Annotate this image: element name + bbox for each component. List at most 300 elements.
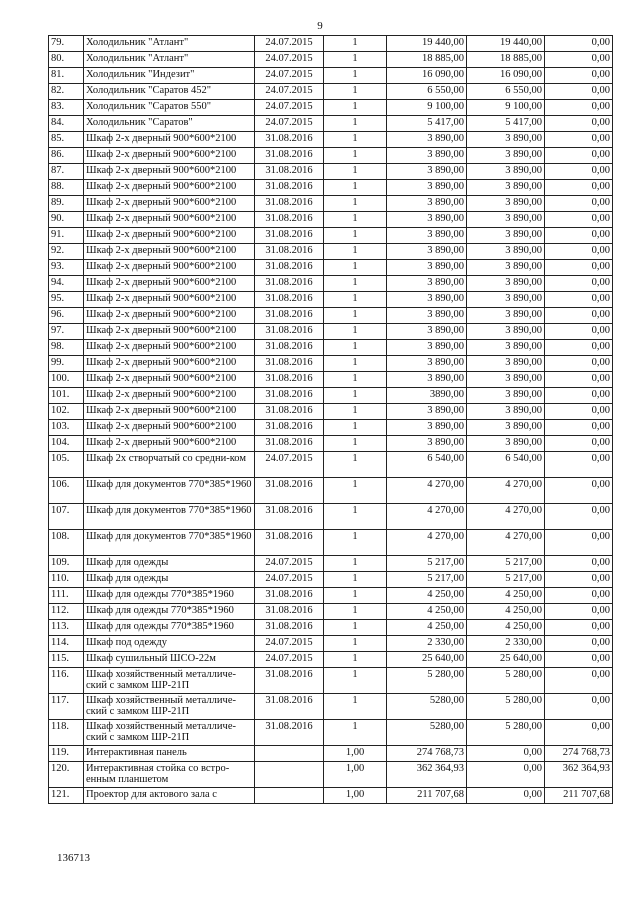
quantity-cell: 1 bbox=[324, 116, 387, 132]
depreciation-cell: 5 280,00 bbox=[467, 720, 545, 746]
quantity-cell: 1 bbox=[324, 652, 387, 668]
table-row bbox=[49, 572, 613, 588]
book-value-cell: 5 217,00 bbox=[387, 556, 467, 572]
date-cell: 24.07.2015 bbox=[255, 100, 324, 116]
date-cell: 31.08.2016 bbox=[255, 292, 324, 308]
residual-value-cell: 0,00 bbox=[545, 212, 613, 228]
row-number-cell: 102. bbox=[49, 404, 84, 420]
quantity-cell: 1 bbox=[324, 196, 387, 212]
book-value-cell: 3 890,00 bbox=[387, 132, 467, 148]
residual-value-cell: 0,00 bbox=[545, 180, 613, 196]
table-row bbox=[49, 148, 613, 164]
table-row bbox=[49, 556, 613, 572]
date-cell: 24.07.2015 bbox=[255, 572, 324, 588]
table-row bbox=[49, 340, 613, 356]
table-row bbox=[49, 132, 613, 148]
depreciation-cell: 3 890,00 bbox=[467, 276, 545, 292]
table-row bbox=[49, 720, 613, 746]
depreciation-cell: 3 890,00 bbox=[467, 212, 545, 228]
row-number-cell: 95. bbox=[49, 292, 84, 308]
quantity-cell: 1 bbox=[324, 340, 387, 356]
row-number-cell: 96. bbox=[49, 308, 84, 324]
book-value-cell: 25 640,00 bbox=[387, 652, 467, 668]
item-name-cell: Шкаф для одежды bbox=[84, 556, 255, 572]
residual-value-cell: 0,00 bbox=[545, 116, 613, 132]
book-value-cell: 3 890,00 bbox=[387, 260, 467, 276]
quantity-cell: 1 bbox=[324, 100, 387, 116]
quantity-cell: 1 bbox=[324, 324, 387, 340]
quantity-cell: 1 bbox=[324, 636, 387, 652]
residual-value-cell: 0,00 bbox=[545, 340, 613, 356]
table-row bbox=[49, 292, 613, 308]
depreciation-cell: 0,00 bbox=[467, 762, 545, 788]
book-value-cell: 3 890,00 bbox=[387, 244, 467, 260]
residual-value-cell: 0,00 bbox=[545, 36, 613, 52]
item-name-cell: Шкаф 2-х дверный 900*600*2100 bbox=[84, 212, 255, 228]
item-name-cell: Проектор для актового зала с bbox=[84, 788, 255, 804]
item-name-cell: Шкаф 2-х дверный 900*600*2100 bbox=[84, 164, 255, 180]
quantity-cell: 1,00 bbox=[324, 788, 387, 804]
book-value-cell: 5 217,00 bbox=[387, 572, 467, 588]
quantity-cell: 1 bbox=[324, 668, 387, 694]
row-number-cell: 112. bbox=[49, 604, 84, 620]
book-value-cell: 274 768,73 bbox=[387, 746, 467, 762]
table-row bbox=[49, 404, 613, 420]
quantity-cell: 1 bbox=[324, 388, 387, 404]
book-value-cell: 3 890,00 bbox=[387, 420, 467, 436]
row-number-cell: 80. bbox=[49, 52, 84, 68]
date-cell: 31.08.2016 bbox=[255, 260, 324, 276]
residual-value-cell: 0,00 bbox=[545, 652, 613, 668]
table-row bbox=[49, 228, 613, 244]
table-row bbox=[49, 762, 613, 788]
item-name-cell: Шкаф для одежды 770*385*1960 bbox=[84, 620, 255, 636]
book-value-cell: 4 250,00 bbox=[387, 604, 467, 620]
row-number-cell: 103. bbox=[49, 420, 84, 436]
date-cell: 24.07.2015 bbox=[255, 116, 324, 132]
depreciation-cell: 3 890,00 bbox=[467, 324, 545, 340]
table-row bbox=[49, 620, 613, 636]
date-cell: 31.08.2016 bbox=[255, 478, 324, 504]
book-value-cell: 211 707,68 bbox=[387, 788, 467, 804]
book-value-cell: 9 100,00 bbox=[387, 100, 467, 116]
row-number-cell: 106. bbox=[49, 478, 84, 504]
depreciation-cell: 6 550,00 bbox=[467, 84, 545, 100]
row-number-cell: 119. bbox=[49, 746, 84, 762]
date-cell: 31.08.2016 bbox=[255, 720, 324, 746]
table-row bbox=[49, 100, 613, 116]
quantity-cell: 1 bbox=[324, 84, 387, 100]
date-cell: 31.08.2016 bbox=[255, 164, 324, 180]
quantity-cell: 1,00 bbox=[324, 762, 387, 788]
item-name-cell: Шкаф 2-х дверный 900*600*2100 bbox=[84, 420, 255, 436]
residual-value-cell: 0,00 bbox=[545, 636, 613, 652]
row-number-cell: 88. bbox=[49, 180, 84, 196]
item-name-cell: Шкаф 2-х дверный 900*600*2100 bbox=[84, 132, 255, 148]
date-cell: 31.08.2016 bbox=[255, 276, 324, 292]
residual-value-cell: 0,00 bbox=[545, 452, 613, 478]
residual-value-cell: 0,00 bbox=[545, 196, 613, 212]
depreciation-cell: 3 890,00 bbox=[467, 436, 545, 452]
row-number-cell: 89. bbox=[49, 196, 84, 212]
depreciation-cell: 3 890,00 bbox=[467, 244, 545, 260]
quantity-cell: 1 bbox=[324, 356, 387, 372]
row-number-cell: 101. bbox=[49, 388, 84, 404]
depreciation-cell: 16 090,00 bbox=[467, 68, 545, 84]
depreciation-cell: 6 540,00 bbox=[467, 452, 545, 478]
depreciation-cell: 0,00 bbox=[467, 788, 545, 804]
table-row bbox=[49, 504, 613, 530]
quantity-cell: 1 bbox=[324, 212, 387, 228]
book-value-cell: 5 417,00 bbox=[387, 116, 467, 132]
row-number-cell: 114. bbox=[49, 636, 84, 652]
date-cell: 31.08.2016 bbox=[255, 212, 324, 228]
row-number-cell: 110. bbox=[49, 572, 84, 588]
row-number-cell: 105. bbox=[49, 452, 84, 478]
quantity-cell: 1 bbox=[324, 52, 387, 68]
residual-value-cell: 0,00 bbox=[545, 588, 613, 604]
table-row bbox=[49, 324, 613, 340]
table-row bbox=[49, 180, 613, 196]
residual-value-cell: 0,00 bbox=[545, 372, 613, 388]
item-name-cell: Шкаф 2-х дверный 900*600*2100 bbox=[84, 148, 255, 164]
quantity-cell: 1 bbox=[324, 556, 387, 572]
row-number-cell: 100. bbox=[49, 372, 84, 388]
quantity-cell: 1 bbox=[324, 572, 387, 588]
item-name-cell: Шкаф под одежду bbox=[84, 636, 255, 652]
row-number-cell: 79. bbox=[49, 36, 84, 52]
table-row bbox=[49, 478, 613, 504]
row-number-cell: 115. bbox=[49, 652, 84, 668]
quantity-cell: 1 bbox=[324, 372, 387, 388]
residual-value-cell: 0,00 bbox=[545, 420, 613, 436]
item-name-cell: Шкаф для документов 770*385*1960 bbox=[84, 530, 255, 556]
residual-value-cell: 0,00 bbox=[545, 260, 613, 276]
residual-value-cell: 0,00 bbox=[545, 292, 613, 308]
item-name-cell: Шкаф 2х створчатый со средни-ком bbox=[84, 452, 255, 478]
quantity-cell: 1 bbox=[324, 244, 387, 260]
item-name-cell: Шкаф 2-х дверный 900*600*2100 bbox=[84, 340, 255, 356]
date-cell: 31.08.2016 bbox=[255, 132, 324, 148]
depreciation-cell: 3 890,00 bbox=[467, 292, 545, 308]
depreciation-cell: 3 890,00 bbox=[467, 228, 545, 244]
item-name-cell: Шкаф 2-х дверный 900*600*2100 bbox=[84, 196, 255, 212]
row-number-cell: 94. bbox=[49, 276, 84, 292]
book-value-cell: 3 890,00 bbox=[387, 196, 467, 212]
depreciation-cell: 9 100,00 bbox=[467, 100, 545, 116]
depreciation-cell: 3 890,00 bbox=[467, 372, 545, 388]
depreciation-cell: 3 890,00 bbox=[467, 388, 545, 404]
quantity-cell: 1 bbox=[324, 588, 387, 604]
depreciation-cell: 3 890,00 bbox=[467, 196, 545, 212]
book-value-cell: 3 890,00 bbox=[387, 404, 467, 420]
date-cell: 24.07.2015 bbox=[255, 68, 324, 84]
depreciation-cell: 3 890,00 bbox=[467, 132, 545, 148]
date-cell: 24.07.2015 bbox=[255, 636, 324, 652]
item-name-cell: Холодильник "Индезит" bbox=[84, 68, 255, 84]
quantity-cell: 1 bbox=[324, 604, 387, 620]
table-row bbox=[49, 244, 613, 260]
book-value-cell: 3 890,00 bbox=[387, 324, 467, 340]
book-value-cell: 4 250,00 bbox=[387, 620, 467, 636]
table-row bbox=[49, 420, 613, 436]
quantity-cell: 1 bbox=[324, 420, 387, 436]
row-number-cell: 104. bbox=[49, 436, 84, 452]
table-row bbox=[49, 308, 613, 324]
residual-value-cell: 0,00 bbox=[545, 720, 613, 746]
row-number-cell: 113. bbox=[49, 620, 84, 636]
residual-value-cell: 0,00 bbox=[545, 436, 613, 452]
residual-value-cell: 0,00 bbox=[545, 148, 613, 164]
table-row bbox=[49, 356, 613, 372]
table-row bbox=[49, 388, 613, 404]
quantity-cell: 1 bbox=[324, 164, 387, 180]
item-name-cell: Холодильник "Атлант" bbox=[84, 36, 255, 52]
row-number-cell: 84. bbox=[49, 116, 84, 132]
item-name-cell: Интерактивная стойка со встро-енным планшетом bbox=[84, 762, 255, 788]
quantity-cell: 1 bbox=[324, 228, 387, 244]
quantity-cell: 1 bbox=[324, 452, 387, 478]
quantity-cell: 1 bbox=[324, 260, 387, 276]
date-cell: 31.08.2016 bbox=[255, 324, 324, 340]
depreciation-cell: 4 250,00 bbox=[467, 588, 545, 604]
row-number-cell: 90. bbox=[49, 212, 84, 228]
book-value-cell: 3 890,00 bbox=[387, 356, 467, 372]
quantity-cell: 1 bbox=[324, 504, 387, 530]
book-value-cell: 3 890,00 bbox=[387, 148, 467, 164]
row-number-cell: 108. bbox=[49, 530, 84, 556]
row-number-cell: 120. bbox=[49, 762, 84, 788]
table-row bbox=[49, 196, 613, 212]
residual-value-cell: 0,00 bbox=[545, 84, 613, 100]
table-row bbox=[49, 652, 613, 668]
inventory-table-body bbox=[49, 36, 613, 804]
item-name-cell: Холодильник "Саратов 452" bbox=[84, 84, 255, 100]
residual-value-cell: 0,00 bbox=[545, 308, 613, 324]
item-name-cell: Шкаф 2-х дверный 900*600*2100 bbox=[84, 388, 255, 404]
depreciation-cell: 5 217,00 bbox=[467, 556, 545, 572]
depreciation-cell: 3 890,00 bbox=[467, 260, 545, 276]
book-value-cell: 6 540,00 bbox=[387, 452, 467, 478]
book-value-cell: 4 270,00 bbox=[387, 478, 467, 504]
date-cell: 31.08.2016 bbox=[255, 148, 324, 164]
item-name-cell: Холодильник "Саратов 550" bbox=[84, 100, 255, 116]
row-number-cell: 109. bbox=[49, 556, 84, 572]
footer-code: 136713 bbox=[57, 852, 90, 864]
depreciation-cell: 3 890,00 bbox=[467, 308, 545, 324]
depreciation-cell: 5 217,00 bbox=[467, 572, 545, 588]
residual-value-cell: 0,00 bbox=[545, 100, 613, 116]
date-cell: 31.08.2016 bbox=[255, 228, 324, 244]
depreciation-cell: 4 270,00 bbox=[467, 504, 545, 530]
item-name-cell: Шкаф хозяйственный металличе-ский с замком ШР-21П bbox=[84, 668, 255, 694]
item-name-cell: Шкаф для одежды bbox=[84, 572, 255, 588]
item-name-cell: Шкаф 2-х дверный 900*600*2100 bbox=[84, 436, 255, 452]
item-name-cell: Шкаф хозяйственный металличе-ский с замком ШР-21П bbox=[84, 694, 255, 720]
quantity-cell: 1 bbox=[324, 620, 387, 636]
date-cell: 24.07.2015 bbox=[255, 452, 324, 478]
row-number-cell: 92. bbox=[49, 244, 84, 260]
quantity-cell: 1 bbox=[324, 36, 387, 52]
book-value-cell: 3 890,00 bbox=[387, 212, 467, 228]
row-number-cell: 111. bbox=[49, 588, 84, 604]
row-number-cell: 93. bbox=[49, 260, 84, 276]
item-name-cell: Шкаф 2-х дверный 900*600*2100 bbox=[84, 292, 255, 308]
book-value-cell: 18 885,00 bbox=[387, 52, 467, 68]
row-number-cell: 117. bbox=[49, 694, 84, 720]
date-cell: 31.08.2016 bbox=[255, 388, 324, 404]
book-value-cell: 3 890,00 bbox=[387, 436, 467, 452]
table-row bbox=[49, 52, 613, 68]
date-cell: 31.08.2016 bbox=[255, 436, 324, 452]
item-name-cell: Шкаф для одежды 770*385*1960 bbox=[84, 588, 255, 604]
book-value-cell: 6 550,00 bbox=[387, 84, 467, 100]
depreciation-cell: 0,00 bbox=[467, 746, 545, 762]
table-row bbox=[49, 530, 613, 556]
row-number-cell: 97. bbox=[49, 324, 84, 340]
quantity-cell: 1 bbox=[324, 292, 387, 308]
depreciation-cell: 5 280,00 bbox=[467, 694, 545, 720]
book-value-cell: 3 890,00 bbox=[387, 180, 467, 196]
book-value-cell: 3 890,00 bbox=[387, 164, 467, 180]
depreciation-cell: 18 885,00 bbox=[467, 52, 545, 68]
depreciation-cell: 19 440,00 bbox=[467, 36, 545, 52]
row-number-cell: 116. bbox=[49, 668, 84, 694]
book-value-cell: 4 250,00 bbox=[387, 588, 467, 604]
depreciation-cell: 25 640,00 bbox=[467, 652, 545, 668]
book-value-cell: 3 890,00 bbox=[387, 292, 467, 308]
quantity-cell: 1 bbox=[324, 694, 387, 720]
book-value-cell: 3 890,00 bbox=[387, 340, 467, 356]
table-row bbox=[49, 746, 613, 762]
table-row bbox=[49, 36, 613, 52]
table-row bbox=[49, 164, 613, 180]
residual-value-cell: 0,00 bbox=[545, 132, 613, 148]
date-cell: 31.08.2016 bbox=[255, 504, 324, 530]
date-cell: 31.08.2016 bbox=[255, 340, 324, 356]
book-value-cell: 5280,00 bbox=[387, 720, 467, 746]
depreciation-cell: 5 280,00 bbox=[467, 668, 545, 694]
quantity-cell: 1 bbox=[324, 148, 387, 164]
item-name-cell: Шкаф 2-х дверный 900*600*2100 bbox=[84, 276, 255, 292]
table-row bbox=[49, 788, 613, 804]
book-value-cell: 3 890,00 bbox=[387, 308, 467, 324]
residual-value-cell: 0,00 bbox=[545, 668, 613, 694]
depreciation-cell: 4 250,00 bbox=[467, 620, 545, 636]
item-name-cell: Шкаф 2-х дверный 900*600*2100 bbox=[84, 228, 255, 244]
table-row bbox=[49, 636, 613, 652]
date-cell: 24.07.2015 bbox=[255, 652, 324, 668]
depreciation-cell: 3 890,00 bbox=[467, 356, 545, 372]
residual-value-cell: 0,00 bbox=[545, 694, 613, 720]
residual-value-cell: 0,00 bbox=[545, 228, 613, 244]
book-value-cell: 4 270,00 bbox=[387, 504, 467, 530]
item-name-cell: Шкаф для документов 770*385*1960 bbox=[84, 504, 255, 530]
row-number-cell: 121. bbox=[49, 788, 84, 804]
table-row bbox=[49, 588, 613, 604]
depreciation-cell: 4 270,00 bbox=[467, 478, 545, 504]
item-name-cell: Шкаф для документов 770*385*1960 bbox=[84, 478, 255, 504]
item-name-cell: Холодильник "Атлант" bbox=[84, 52, 255, 68]
book-value-cell: 19 440,00 bbox=[387, 36, 467, 52]
table-row bbox=[49, 212, 613, 228]
date-cell: 31.08.2016 bbox=[255, 530, 324, 556]
residual-value-cell: 0,00 bbox=[545, 556, 613, 572]
date-cell: 31.08.2016 bbox=[255, 588, 324, 604]
quantity-cell: 1,00 bbox=[324, 746, 387, 762]
depreciation-cell: 4 270,00 bbox=[467, 530, 545, 556]
row-number-cell: 83. bbox=[49, 100, 84, 116]
residual-value-cell: 0,00 bbox=[545, 504, 613, 530]
date-cell: 31.08.2016 bbox=[255, 420, 324, 436]
depreciation-cell: 2 330,00 bbox=[467, 636, 545, 652]
date-cell: 31.08.2016 bbox=[255, 180, 324, 196]
residual-value-cell: 0,00 bbox=[545, 572, 613, 588]
depreciation-cell: 3 890,00 bbox=[467, 420, 545, 436]
residual-value-cell: 0,00 bbox=[545, 52, 613, 68]
page-number: 9 bbox=[317, 20, 323, 32]
date-cell: 24.07.2015 bbox=[255, 52, 324, 68]
item-name-cell: Шкаф для одежды 770*385*1960 bbox=[84, 604, 255, 620]
row-number-cell: 98. bbox=[49, 340, 84, 356]
book-value-cell: 3 890,00 bbox=[387, 276, 467, 292]
residual-value-cell: 274 768,73 bbox=[545, 746, 613, 762]
table-row bbox=[49, 68, 613, 84]
item-name-cell: Шкаф 2-х дверный 900*600*2100 bbox=[84, 308, 255, 324]
book-value-cell: 3890,00 bbox=[387, 388, 467, 404]
quantity-cell: 1 bbox=[324, 180, 387, 196]
date-cell: 24.07.2015 bbox=[255, 556, 324, 572]
date-cell: 31.08.2016 bbox=[255, 308, 324, 324]
table-row bbox=[49, 276, 613, 292]
book-value-cell: 4 270,00 bbox=[387, 530, 467, 556]
date-cell: 31.08.2016 bbox=[255, 404, 324, 420]
row-number-cell: 82. bbox=[49, 84, 84, 100]
inventory-table bbox=[48, 35, 613, 804]
depreciation-cell: 3 890,00 bbox=[467, 340, 545, 356]
item-name-cell: Шкаф 2-х дверный 900*600*2100 bbox=[84, 260, 255, 276]
date-cell: 24.07.2015 bbox=[255, 84, 324, 100]
item-name-cell: Шкаф 2-х дверный 900*600*2100 bbox=[84, 244, 255, 260]
item-name-cell: Холодильник "Саратов" bbox=[84, 116, 255, 132]
residual-value-cell: 0,00 bbox=[545, 356, 613, 372]
item-name-cell: Шкаф 2-х дверный 900*600*2100 bbox=[84, 356, 255, 372]
quantity-cell: 1 bbox=[324, 720, 387, 746]
date-cell: 31.08.2016 bbox=[255, 668, 324, 694]
depreciation-cell: 3 890,00 bbox=[467, 404, 545, 420]
depreciation-cell: 3 890,00 bbox=[467, 164, 545, 180]
row-number-cell: 87. bbox=[49, 164, 84, 180]
item-name-cell: Шкаф 2-х дверный 900*600*2100 bbox=[84, 324, 255, 340]
date-cell: 31.08.2016 bbox=[255, 620, 324, 636]
date-cell: 31.08.2016 bbox=[255, 356, 324, 372]
residual-value-cell: 0,00 bbox=[545, 604, 613, 620]
depreciation-cell: 5 417,00 bbox=[467, 116, 545, 132]
table-row bbox=[49, 436, 613, 452]
item-name-cell: Интерактивная панель bbox=[84, 746, 255, 762]
item-name-cell: Шкаф 2-х дверный 900*600*2100 bbox=[84, 180, 255, 196]
table-row bbox=[49, 116, 613, 132]
quantity-cell: 1 bbox=[324, 132, 387, 148]
table-row bbox=[49, 372, 613, 388]
residual-value-cell: 0,00 bbox=[545, 68, 613, 84]
date-cell: 31.08.2016 bbox=[255, 604, 324, 620]
residual-value-cell: 0,00 bbox=[545, 324, 613, 340]
residual-value-cell: 362 364,93 bbox=[545, 762, 613, 788]
table-row bbox=[49, 604, 613, 620]
item-name-cell: Шкаф 2-х дверный 900*600*2100 bbox=[84, 404, 255, 420]
table-row bbox=[49, 694, 613, 720]
